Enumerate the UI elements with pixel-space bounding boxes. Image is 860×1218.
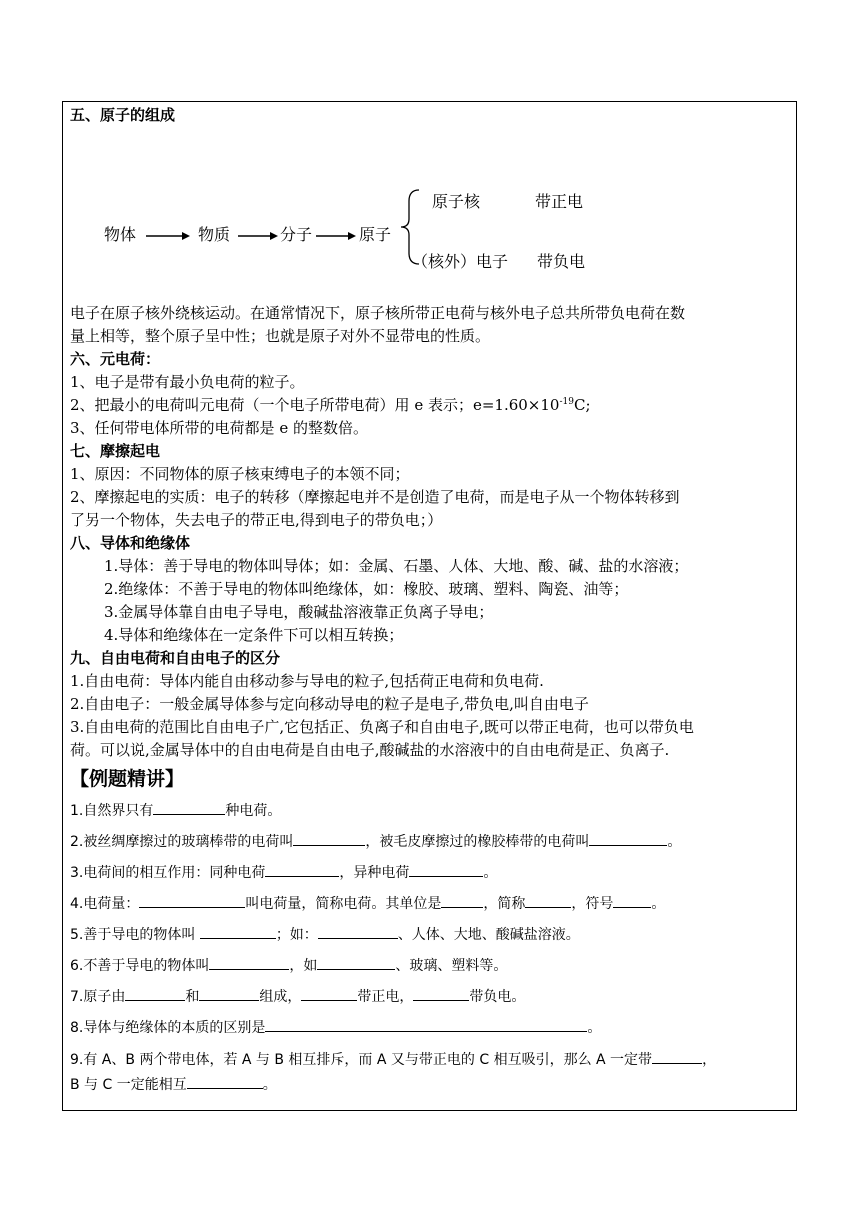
- question-8: 8.导体与绝缘体的本质的区别是 。: [70, 1013, 792, 1044]
- list-item: 1.自由电荷：导体内能自由移动参与导电的粒子,包括荷正电荷和负电荷.: [70, 672, 544, 690]
- question-2: 2.被丝绸摩擦过的玻璃棒带的电荷叫 ，被毛皮摩擦过的橡胶棒带的电荷叫 。: [70, 827, 792, 858]
- diagram-charge: 带正电: [535, 192, 584, 211]
- question-5: 5.善于导电的物体叫 ；如： 、人体、大地、酸碱盐溶液。: [70, 920, 792, 951]
- answer-blank[interactable]: [199, 986, 259, 1001]
- diagram-node: 物质: [198, 225, 231, 244]
- answer-blank[interactable]: [200, 924, 276, 939]
- list-item: 2、把最小的电荷叫元电荷（一个电子所带电荷）用 e 表示；$e=1.60\times 10^{-19}C$;: [70, 396, 591, 414]
- arrow-icon: [146, 231, 190, 241]
- section-title: 九、自由电荷和自由电子的区分: [70, 649, 281, 667]
- answer-blank[interactable]: [652, 1049, 702, 1064]
- list-item: 2.自由电子：一般金属导体参与定向移动导电的粒子是电子,带负电,叫自由电子: [70, 695, 589, 713]
- list-item: 3、任何带电体所带的电荷都是 e 的整数倍。: [70, 419, 368, 437]
- answer-blank[interactable]: [413, 986, 469, 1001]
- list-item: 1、原因：不同物体的原子核束缚电子的本领不同；: [70, 465, 410, 483]
- question-9: 9.有 A、B 两个带电体，若 A 与 B 相互排斥，而 A 又与带正电的 C 相互吸引，那么 A 一定带 ，: [70, 1044, 792, 1072]
- list-item: 3.金属导体靠自由电子导电，酸碱盐溶液靠正负离子导电；: [104, 603, 494, 621]
- paragraph: 量上相等，整个原子呈中性；也就是原子对外不显带电的性质。: [70, 327, 491, 345]
- diagram-charge: 带负电: [537, 252, 586, 271]
- answer-blank[interactable]: [318, 924, 398, 939]
- answer-blank[interactable]: [139, 893, 245, 908]
- question-4: 4.电荷量： 叫电荷量，简称电荷。其单位是 ，简称 ，符号 。: [70, 889, 792, 920]
- diagram-branch: （核外）电子: [412, 252, 509, 271]
- diagram-node: 分子: [280, 225, 313, 244]
- answer-blank[interactable]: [589, 831, 667, 846]
- arrow-icon: [238, 231, 278, 241]
- answer-blank[interactable]: [301, 986, 357, 1001]
- diagram-node: 原子: [359, 225, 392, 244]
- list-item: 2.绝缘体：不善于导电的物体叫绝缘体，如：橡胶、玻璃、塑料、陶瓷、油等；: [104, 580, 629, 598]
- answer-blank[interactable]: [293, 831, 365, 846]
- section-title: 八、导体和绝缘体: [70, 534, 191, 552]
- examples-heading: 【例题精讲】: [70, 768, 185, 790]
- list-item: 荷。可以说,金属导体中的自由电荷是自由电子,酸碱盐的水溶液中的自由电荷是正、负离子.: [70, 741, 670, 759]
- answer-blank[interactable]: [525, 893, 571, 908]
- question-7: 7.原子由 和 组成， 带正电， 带负电。: [70, 982, 792, 1013]
- question-9-cont: B 与 C 一定能相互 。: [70, 1072, 792, 1098]
- atom-structure-diagram: [70, 127, 792, 277]
- list-item: 1、电子是带有最小负电荷的粒子。: [70, 373, 305, 391]
- answer-blank[interactable]: [409, 862, 483, 877]
- question-3: 3.电荷间的相互作用：同种电荷 ，异种电荷 。: [70, 858, 792, 889]
- list-item: 3.自由电荷的范围比自由电子广,它包括正、负离子和自由电子,既可以带正电荷，也可以带负电: [70, 718, 694, 736]
- answer-blank[interactable]: [265, 862, 339, 877]
- section-title: 五、原子的组成: [70, 106, 176, 124]
- diagram-branch: 原子核: [432, 192, 481, 211]
- document-body: [70, 104, 792, 1098]
- section-title: 七、摩擦起电: [70, 442, 161, 460]
- paragraph: 电子在原子核外绕核运动。在通常情况下，原子核所带正电荷与核外电子总共所带负电荷在数: [70, 304, 686, 322]
- answer-blank[interactable]: [613, 893, 651, 908]
- question-1: 1.自然界只有 种电荷。: [70, 796, 792, 827]
- list-item: 2、摩擦起电的实质：电子的转移（摩擦起电并不是创造了电荷，而是电子从一个物体转移到: [70, 488, 680, 506]
- answer-blank[interactable]: [153, 800, 225, 815]
- answer-blank[interactable]: [125, 986, 185, 1001]
- answer-blank[interactable]: [265, 1017, 587, 1032]
- answer-blank[interactable]: [441, 893, 483, 908]
- answer-blank[interactable]: [317, 955, 395, 970]
- question-6: 6.不善于导电的物体叫 ，如 、玻璃、塑料等。: [70, 951, 792, 982]
- answer-blank[interactable]: [209, 955, 289, 970]
- answer-blank[interactable]: [187, 1074, 263, 1089]
- list-item: 了另一个物体，失去电子的带正电,得到电子的带负电；）: [70, 511, 443, 529]
- list-item: 1.导体：善于导电的物体叫导体；如：金属、石墨、人体、大地、酸、碱、盐的水溶液；: [104, 557, 689, 575]
- list-item: 4.导体和绝缘体在一定条件下可以相互转换；: [104, 626, 404, 644]
- arrow-icon: [316, 231, 356, 241]
- section-title: 六、元电荷：: [70, 350, 161, 368]
- diagram-node: 物体: [104, 225, 137, 244]
